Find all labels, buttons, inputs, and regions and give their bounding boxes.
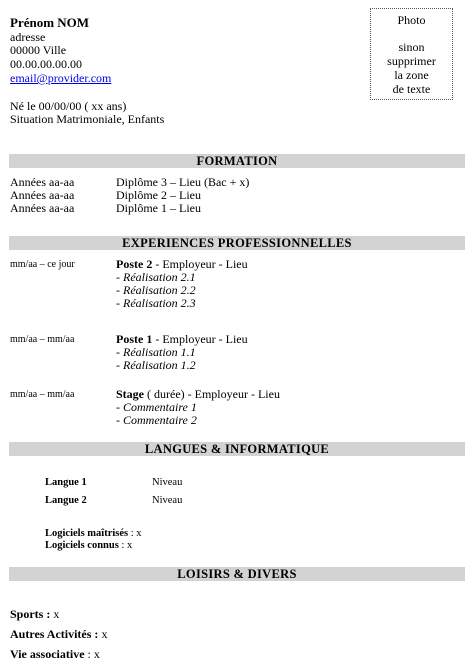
experience-date: mm/aa – mm/aa	[10, 334, 75, 345]
software-known-label: Logiciels connus	[45, 540, 119, 551]
birth-line: Né le 00/00/00 ( xx ans)	[10, 99, 127, 113]
city-line: 00000 Ville	[10, 43, 67, 57]
other-activities-value: x	[98, 627, 108, 641]
experience-post: Poste 2	[116, 257, 153, 271]
experience-detail: - Réalisation 2.2	[116, 283, 196, 297]
photo-text-5: de texte	[392, 82, 431, 96]
section-heading-experiences: EXPERIENCES PROFESSIONNELLES	[9, 236, 465, 250]
associative-life-line	[10, 647, 100, 662]
formation-years: Années aa-aa	[10, 188, 75, 202]
language-level: Niveau	[152, 495, 183, 506]
candidate-name: Prénom NOM	[10, 15, 90, 30]
section-heading-hobbies: LOISIRS & DIVERS	[9, 567, 465, 581]
language-label: Langue 1	[45, 477, 87, 488]
sports-line	[10, 607, 59, 622]
associative-life-label: Vie associative	[10, 647, 85, 661]
sports-label: Sports :	[10, 607, 51, 621]
email-link[interactable]: email@provider.com	[10, 71, 112, 85]
section-heading-formation: FORMATION	[9, 154, 465, 168]
associative-life-value: : x	[84, 647, 100, 661]
experience-employer: - Employeur - Lieu	[152, 257, 248, 271]
experience-detail: - Réalisation 2.1	[116, 270, 196, 284]
software-mastered-value: : x	[128, 528, 142, 539]
language-level: Niveau	[152, 477, 183, 488]
marital-status-line: Situation Matrimoniale, Enfants	[10, 112, 165, 126]
software-known-line	[45, 540, 132, 551]
software-mastered-label: Logiciels maîtrisés	[45, 528, 129, 539]
experience-detail: - Commentaire 2	[116, 413, 197, 427]
experience-entry	[116, 333, 248, 372]
formation-years: Années aa-aa	[10, 175, 75, 189]
experience-date: mm/aa – ce jour	[10, 259, 75, 270]
experience-detail: - Commentaire 1	[116, 400, 197, 414]
language-label: Langue 2	[45, 495, 87, 506]
experience-entry	[116, 258, 248, 310]
formation-diploma: Diplôme 2 – Lieu	[116, 188, 201, 202]
section-heading-languages: LANGUES & INFORMATIQUE	[9, 442, 465, 456]
address-line: adresse	[10, 30, 46, 44]
formation-diploma: Diplôme 1 – Lieu	[116, 201, 201, 215]
other-activities-label: Autres Activités :	[10, 627, 99, 641]
photo-text-1: Photo	[397, 13, 426, 27]
experience-date: mm/aa – mm/aa	[10, 389, 75, 400]
experience-post: Poste 1	[116, 332, 153, 346]
formation-years: Années aa-aa	[10, 201, 75, 215]
experience-employer: - Employeur - Lieu	[152, 332, 248, 346]
phone-line: 00.00.00.00.00	[10, 57, 82, 71]
software-known-value: : x	[118, 540, 133, 551]
experience-employer: ( durée) - Employeur - Lieu	[144, 387, 280, 401]
software-mastered-line	[45, 528, 142, 539]
experience-entry	[116, 388, 280, 427]
experience-detail: - Réalisation 1.1	[116, 345, 196, 359]
experience-detail: - Réalisation 2.3	[116, 296, 196, 310]
photo-text-4: la zone	[394, 68, 429, 82]
other-activities-line	[10, 627, 107, 642]
photo-placeholder-box	[370, 8, 453, 100]
experience-detail: - Réalisation 1.2	[116, 358, 196, 372]
photo-text-2: sinon	[398, 40, 425, 54]
sports-value: x	[50, 607, 60, 621]
experience-post: Stage	[116, 387, 144, 401]
formation-diploma: Diplôme 3 – Lieu (Bac + x)	[116, 175, 250, 189]
photo-text-3: supprimer	[387, 54, 436, 68]
